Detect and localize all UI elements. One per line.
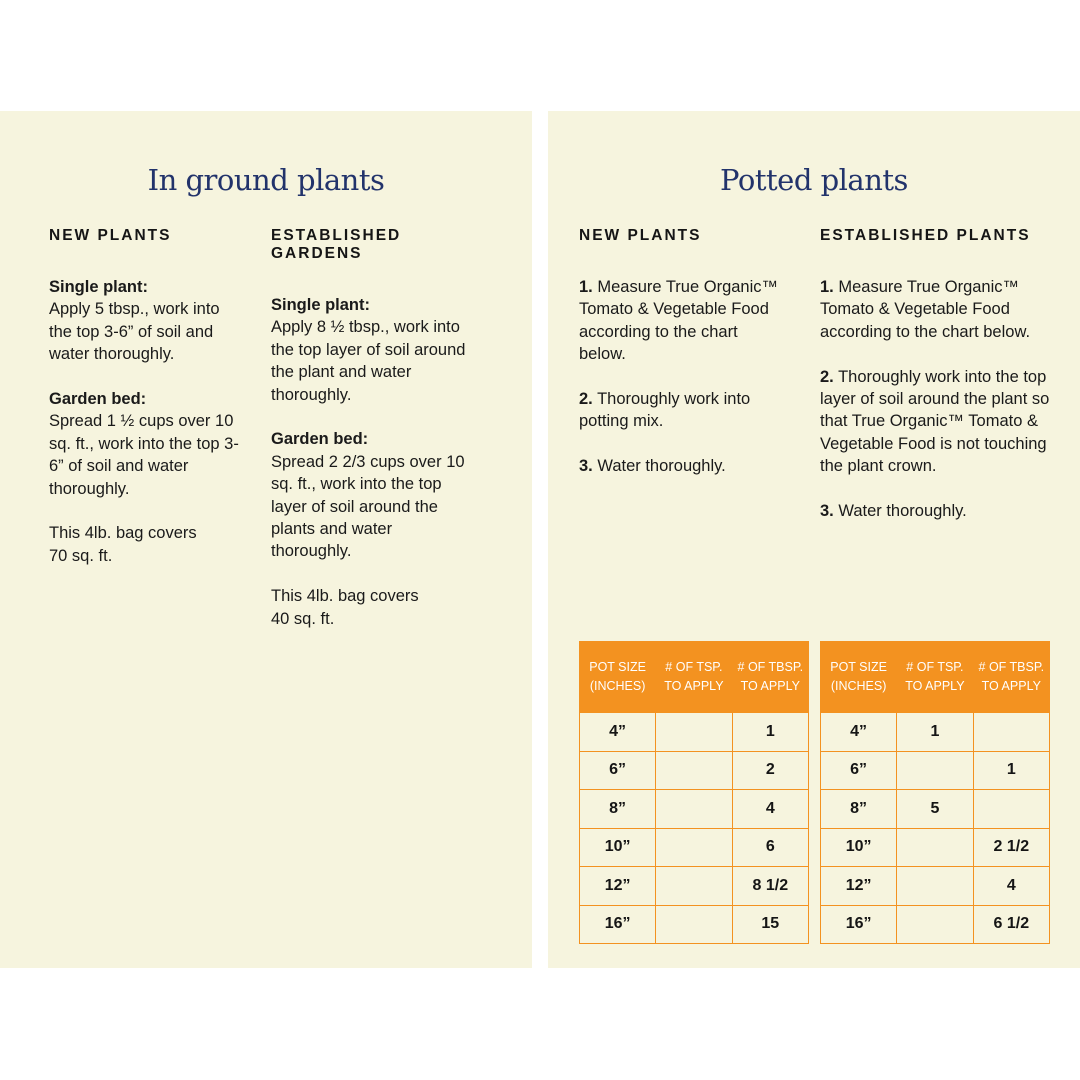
- in-ground-new-plants-column: [49, 227, 239, 590]
- coverage-text: This 4lb. bag covers 40 sq. ft.: [271, 587, 419, 628]
- header-tbsp: # OF TBSP. TO APPLY: [973, 641, 1049, 713]
- table-cell: 6”: [821, 751, 897, 790]
- table-row: [821, 828, 1050, 867]
- table-cell: 1: [973, 751, 1049, 790]
- table-cell: 4”: [821, 713, 897, 752]
- table-cell: 8”: [821, 790, 897, 829]
- step-item: [820, 366, 1052, 478]
- panel-title-in-ground: In ground plants: [147, 163, 385, 197]
- step-number: 1.: [579, 278, 593, 296]
- step-number: 3.: [579, 457, 593, 476]
- table-cell: [656, 905, 732, 944]
- step-item: [579, 388, 789, 433]
- dosage-table-new-plants: [579, 641, 809, 944]
- column-heading: ESTABLISHED PLANTS: [820, 227, 1031, 244]
- step-item: [579, 276, 789, 366]
- table-cell: 15: [732, 905, 808, 944]
- table-cell: 10”: [580, 828, 656, 867]
- coverage-text: This 4lb. bag covers 70 sq. ft.: [49, 524, 197, 565]
- step-item: [579, 455, 789, 477]
- step-item: [820, 276, 1052, 343]
- table-cell: 1: [732, 713, 808, 752]
- step-text: Thoroughly work into potting mix.: [579, 390, 751, 431]
- table-cell: 5: [897, 790, 973, 829]
- garden-bed-text: Spread 1 ½ cups over 10 sq. ft., work into the top 3-6” of soil and water thoroughly.: [49, 412, 239, 498]
- header-tsp: # OF TSP. TO APPLY: [656, 641, 732, 713]
- table-row: [821, 867, 1050, 906]
- step-text: Water thoroughly.: [838, 502, 967, 521]
- table-cell: 2: [732, 751, 808, 790]
- table-cell: [897, 751, 973, 790]
- table-cell: 4: [732, 790, 808, 829]
- table-row: [580, 867, 809, 906]
- table-row: [580, 713, 809, 752]
- table-cell: [656, 713, 732, 752]
- single-plant-label: Single plant:: [271, 296, 370, 314]
- table-cell: [656, 790, 732, 829]
- garden-bed-instructions: [271, 428, 471, 562]
- table-cell: 8”: [580, 790, 656, 829]
- table-row: [821, 713, 1050, 752]
- column-heading: NEW PLANTS: [49, 227, 172, 244]
- table-cell: [973, 790, 1049, 829]
- garden-bed-text: Spread 2 2/3 cups over 10 sq. ft., work into the top layer of soil around the plants and water thoroughly.: [271, 452, 465, 561]
- table-cell: 2 1/2: [973, 828, 1049, 867]
- table-cell: 8 1/2: [732, 867, 808, 906]
- potted-established-column: [820, 227, 1052, 545]
- table-cell: [897, 867, 973, 906]
- single-plant-instructions: [271, 294, 471, 406]
- garden-bed-instructions: [49, 388, 239, 500]
- single-plant-text: Apply 8 ½ tbsp., work into the top layer of soil around the plant and water thoroughly.: [271, 318, 466, 404]
- single-plant-instructions: [49, 276, 239, 366]
- table-cell: 10”: [821, 828, 897, 867]
- step-text: Measure True Organic™ Tomato & Vegetable Food according to the chart below.: [820, 278, 1031, 341]
- step-number: 1.: [820, 278, 834, 296]
- table-cell: 16”: [580, 905, 656, 944]
- table-cell: 12”: [580, 867, 656, 906]
- table-cell: [897, 828, 973, 867]
- coverage-note: [271, 585, 431, 630]
- header-tsp: # OF TSP. TO APPLY: [897, 641, 973, 713]
- potted-new-plants-column: [579, 227, 789, 500]
- garden-bed-label: Garden bed:: [271, 430, 369, 449]
- table-cell: 16”: [821, 905, 897, 944]
- table-row: [821, 751, 1050, 790]
- dosage-table-established-plants: [820, 641, 1050, 944]
- step-number: 3.: [820, 502, 834, 521]
- table-cell: 12”: [821, 867, 897, 906]
- table-cell: [897, 905, 973, 944]
- table-cell: [656, 751, 732, 790]
- table-row: [580, 905, 809, 944]
- table-cell: 6”: [580, 751, 656, 790]
- header-tbsp: # OF TBSP. TO APPLY: [732, 641, 808, 713]
- table-row: [821, 790, 1050, 829]
- step-number: 2.: [820, 367, 834, 386]
- table-row: [580, 790, 809, 829]
- step-text: Measure True Organic™ Tomato & Vegetable Food according to the chart below.: [579, 278, 779, 364]
- table-header-row: [580, 641, 809, 713]
- header-pot-size: POT SIZE (INCHES): [580, 641, 656, 713]
- header-pot-size: POT SIZE (INCHES): [821, 641, 897, 713]
- in-ground-panel: [0, 111, 532, 968]
- garden-bed-label: Garden bed:: [49, 390, 147, 409]
- step-text: Water thoroughly.: [597, 457, 726, 476]
- column-heading: NEW PLANTS: [579, 227, 702, 244]
- coverage-note: [49, 522, 209, 567]
- single-plant-text: Apply 5 tbsp., work into the top 3-6” of soil and water thoroughly.: [49, 300, 220, 364]
- single-plant-label: Single plant:: [49, 278, 148, 296]
- table-cell: 6: [732, 828, 808, 867]
- table-cell: 1: [897, 713, 973, 752]
- table-row: [580, 751, 809, 790]
- table-row: [580, 828, 809, 867]
- step-item: [820, 500, 1052, 522]
- table-cell: 4”: [580, 713, 656, 752]
- table-cell: [656, 828, 732, 867]
- table-cell: [973, 713, 1049, 752]
- step-number: 2.: [579, 390, 593, 409]
- table-cell: [656, 867, 732, 906]
- in-ground-established-column: [271, 227, 471, 652]
- potted-panel: [548, 111, 1080, 968]
- table-header-row: [821, 641, 1050, 713]
- table-row: [821, 905, 1050, 944]
- panel-title-potted: Potted plants: [720, 163, 908, 197]
- table-cell: 6 1/2: [973, 905, 1049, 944]
- table-cell: 4: [973, 867, 1049, 906]
- column-heading: ESTABLISHED GARDENS: [271, 227, 402, 262]
- step-text: Thoroughly work into the top layer of soil around the plant so that True Organic™ Tomato & Vegetable Food is not touching the plant crown.: [820, 367, 1050, 476]
